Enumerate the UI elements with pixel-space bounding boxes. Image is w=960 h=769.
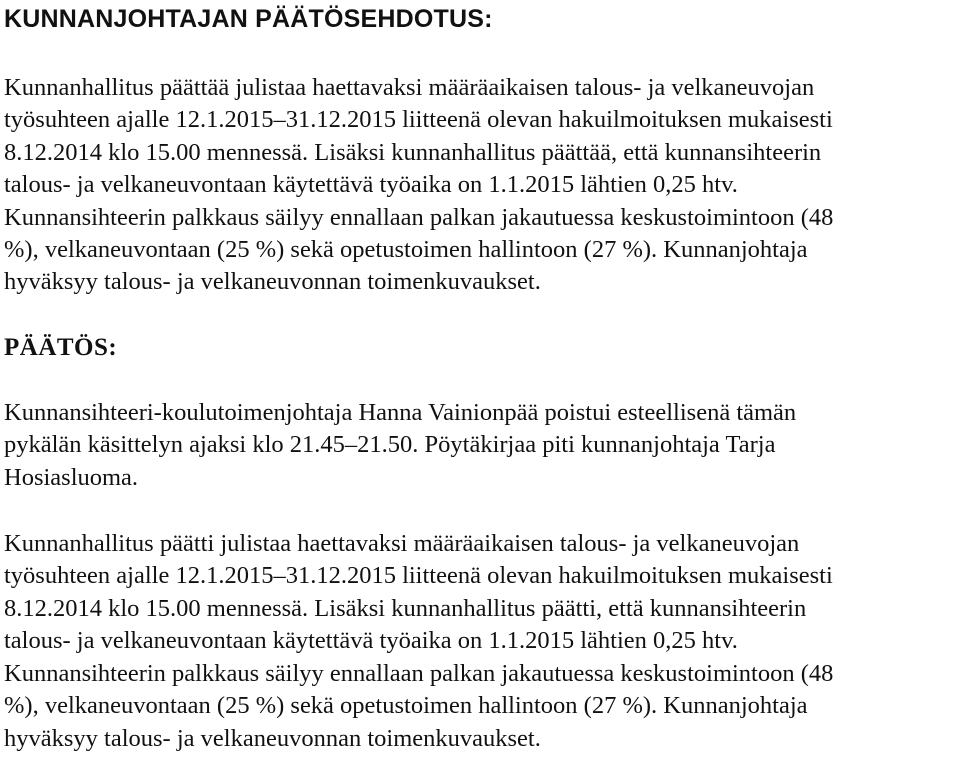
spacer bbox=[4, 494, 960, 528]
spacer bbox=[4, 34, 960, 72]
decision-paragraph bbox=[4, 528, 960, 755]
proposal-line: työsuhteen ajalle 12.1.2015–31.12.2015 liitteenä olevan hakuilmoituksen mukaisesti bbox=[4, 106, 833, 134]
proposal-line: Kunnansihteerin palkkaus säilyy ennallaan palkan jakautuessa keskustoimintoon (48 bbox=[4, 203, 834, 231]
decision-line: 8.12.2014 klo 15.00 mennessä. Lisäksi kunnanhallitus päätti, että kunnansihteerin bbox=[4, 594, 807, 622]
proposal-paragraph bbox=[4, 72, 960, 299]
proposal-line: 8.12.2014 klo 15.00 mennessä. Lisäksi kunnanhallitus päättää, että kunnansihteerin bbox=[4, 138, 822, 166]
decision-line: talous- ja velkaneuvontaan käytettävä työaika on 1.1.2015 lähtien 0,25 htv. bbox=[4, 627, 738, 655]
recusal-paragraph bbox=[4, 397, 960, 494]
decision-line: Kunnansihteerin palkkaus säilyy ennallaan palkan jakautuessa keskustoimintoon (48 bbox=[4, 659, 834, 687]
decision-line: Kunnanhallitus päätti julistaa haettavaksi määräaikaisen talous- ja velkaneuvojan bbox=[4, 530, 800, 558]
recusal-line: Kunnansihteeri-koulutoimenjohtaja Hanna Vainionpää poistui esteellisenä tämän bbox=[4, 398, 797, 426]
spacer bbox=[4, 299, 960, 333]
proposal-line: Kunnanhallitus päättää julistaa haettavaksi määräaikaisen talous- ja velkaneuvojan bbox=[4, 74, 815, 101]
decision-line: hyväksyy talous- ja velkaneuvonnan toimenkuvaukset. bbox=[4, 724, 541, 752]
spacer bbox=[4, 363, 960, 397]
proposal-line: %), velkaneuvontaan (25 %) sekä opetustoimen hallintoon (27 %). Kunnanjohtaja bbox=[4, 236, 808, 264]
recusal-line: pykälän käsittelyn ajaksi klo 21.45–21.50. Pöytäkirjaa piti kunnanjohtaja Tarja bbox=[4, 431, 776, 459]
proposal-line: talous- ja velkaneuvontaan käytettävä työaika on 1.1.2015 lähtien 0,25 htv. bbox=[4, 171, 738, 199]
recusal-line: Hosiasluoma. bbox=[4, 463, 139, 491]
proposal-line: hyväksyy talous- ja velkaneuvonnan toimenkuvaukset. bbox=[4, 268, 541, 296]
decision-heading: PÄÄTÖS: bbox=[4, 333, 118, 361]
proposal-heading: KUNNANJOHTAJAN PÄÄTÖSEHDOTUS: bbox=[4, 5, 493, 33]
decision-line: työsuhteen ajalle 12.1.2015–31.12.2015 liitteenä olevan hakuilmoituksen mukaisesti bbox=[4, 562, 833, 590]
decision-line: %), velkaneuvontaan (25 %) sekä opetustoimen hallintoon (27 %). Kunnanjohtaja bbox=[4, 692, 808, 720]
